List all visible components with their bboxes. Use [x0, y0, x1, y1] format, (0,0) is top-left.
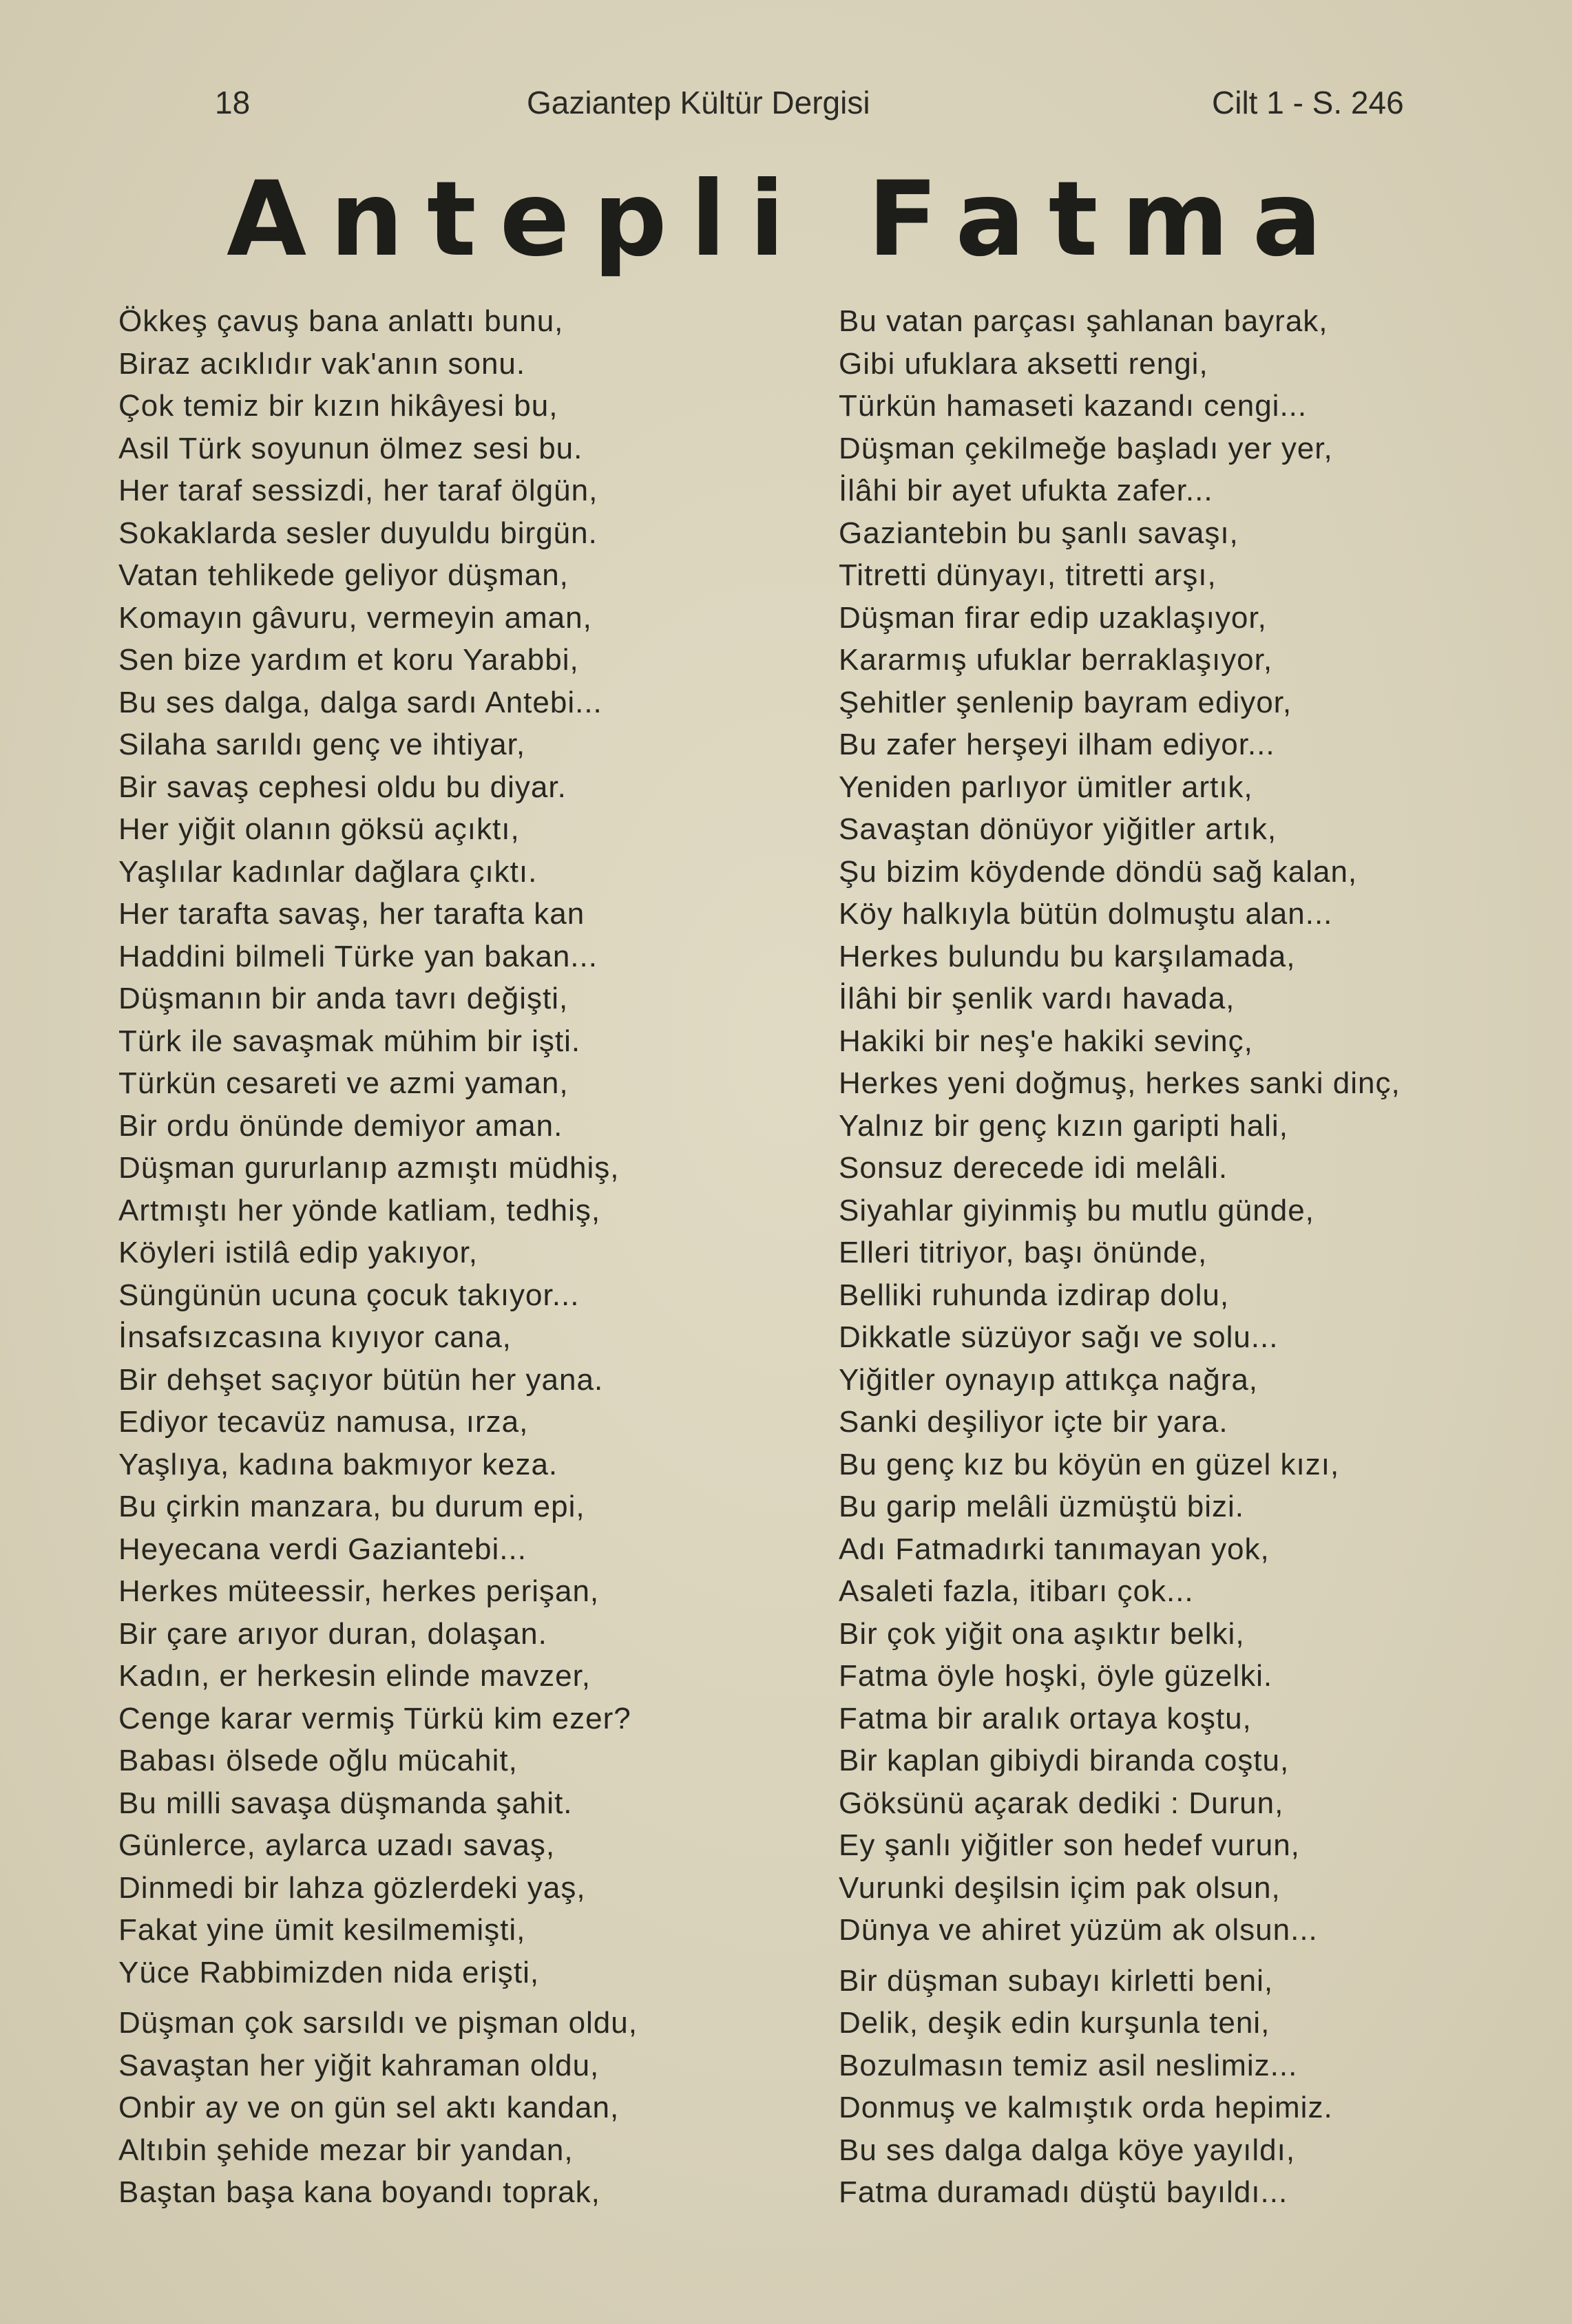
poem-line: Dikkatle süzüyor sağı ve solu...: [839, 1320, 1279, 1354]
poem-line: Bu ses dalga, dalga sardı Antebi...: [118, 685, 602, 719]
poem-line: Bir kaplan gibiydi biranda coştu,: [839, 1744, 1290, 1777]
poem-line: Herkes yeni doğmuş, herkes sanki dinç,: [839, 1066, 1401, 1100]
poem-line: Gaziantebin bu şanlı savaşı,: [839, 516, 1239, 550]
poem-line: Yeniden parlıyor ümitler artık,: [839, 770, 1253, 804]
poem-line: Herkes bulundu bu karşılamada,: [839, 939, 1296, 973]
poem-line: İlâhi bir ayet ufukta zafer...: [839, 474, 1213, 507]
poem-line: Bu çirkin manzara, bu durum epi,: [118, 1490, 585, 1523]
poem-line: Yaşlılar kadınlar dağlara çıktı.: [118, 854, 538, 889]
poem-line: Yiğitler oynayıp attıkça nağra,: [839, 1362, 1259, 1397]
poem-line: Türkün hamaseti kazandı cengi...: [839, 389, 1308, 423]
poem-line: Artmıştı her yönde katliam, tedhiş,: [118, 1193, 601, 1227]
poem-line: Delik, deşik edin kurşunla teni,: [839, 2006, 1270, 2040]
journal-name: Gaziantep Kültür Dergisi: [527, 85, 870, 120]
poem-line: Sokaklarda sesler duyuldu birgün.: [118, 516, 598, 550]
poem-line: Gibi ufuklara aksetti rengi,: [839, 346, 1208, 381]
poem-line: İlâhi bir şenlik vardı havada,: [839, 982, 1235, 1015]
poem-line: Sen bize yardım et koru Yarabbi,: [118, 643, 579, 677]
poem-line: Donmuş ve kalmıştık orda hepimiz.: [839, 2091, 1333, 2124]
poem-line: Şehitler şenlenip bayram ediyor,: [839, 685, 1292, 719]
poem-line: Fatma öyle hoşki, öyle güzelki.: [839, 1659, 1273, 1693]
poem-line: Bir çare arıyor duran, dolaşan.: [118, 1616, 547, 1651]
poem-line: Düşmanın bir anda tavrı değişti,: [118, 982, 569, 1015]
poem-line: Düşman gururlanıp azmıştı müdhiş,: [118, 1151, 620, 1185]
poem-line: Bozulmasın temiz asil neslimiz...: [839, 2048, 1298, 2082]
poem-line: Hakiki bir neş'e hakiki sevinç,: [839, 1024, 1253, 1058]
poem-line: Cenge karar vermiş Türkü kim ezer?: [118, 1701, 631, 1735]
poem-line: Bu ses dalga dalga köye yayıldı,: [839, 2133, 1296, 2167]
poem-line: Fatma duramadı düştü bayıldı...: [839, 2175, 1288, 2209]
poem-line: Herkes müteessir, herkes perişan,: [118, 1574, 600, 1608]
poem-line: Bir ordu önünde demiyor aman.: [118, 1108, 563, 1143]
poem-title: Antepli Fatma: [227, 160, 1345, 279]
poem-line: Yüce Rabbimizden nida erişti,: [118, 1955, 540, 1989]
poem-line: Baştan başa kana boyandı toprak,: [118, 2175, 600, 2209]
poem-line: Düşman çekilmeğe başladı yer yer,: [839, 431, 1333, 465]
poem-line: Savaştan her yiğit kahraman oldu,: [118, 2048, 600, 2082]
poem-line: Şu bizim köydende döndü sağ kalan,: [839, 854, 1358, 889]
poem-line: Türk ile savaşmak mühim bir işti.: [118, 1024, 581, 1058]
poem-line: Göksünü açarak dediki : Durun,: [839, 1786, 1284, 1820]
poem-line: Fatma bir aralık ortaya koştu,: [839, 1701, 1252, 1735]
poem-line: Asaleti fazla, itibarı çok...: [839, 1574, 1194, 1608]
poem-line: Düşman çok sarsıldı ve pişman oldu,: [118, 2006, 638, 2040]
poem-line: Babası ölsede oğlu mücahit,: [118, 1744, 518, 1777]
poem-line: Heyecana verdi Gaziantebi...: [118, 1532, 527, 1566]
poem-line: Bu zafer herşeyi ilham ediyor...: [839, 728, 1275, 761]
poem-line: İnsafsızcasına kıyıyor cana,: [118, 1320, 512, 1354]
poem-line: Vatan tehlikede geliyor düşman,: [118, 558, 569, 592]
poem-line: Bu vatan parçası şahlanan bayrak,: [839, 304, 1328, 338]
poem-line: Bir çok yiğit ona aşıktır belki,: [839, 1616, 1245, 1651]
poem-line: Her yiğit olanın göksü açıktı,: [118, 812, 520, 846]
page-number: 18: [215, 85, 251, 120]
poem-right-column: [839, 300, 1555, 2214]
poem-line: Yalnız bir genç kızın garipti hali,: [839, 1108, 1288, 1143]
poem-line: Çok temiz bir kızın hikâyesi bu,: [118, 389, 558, 423]
poem-line: Ey şanlı yiğitler son hedef vurun,: [839, 1828, 1300, 1862]
poem-line: Sanki deşiliyor içte bir yara.: [839, 1405, 1228, 1439]
poem-left-column: [118, 300, 738, 2214]
poem-line: Elleri titriyor, başı önünde,: [839, 1236, 1208, 1269]
poem-line: Ediyor tecavüz namusa, ırza,: [118, 1405, 529, 1439]
poem-line: Vurunki deşilsin içim pak olsun,: [839, 1870, 1281, 1905]
poem-line: Günlerce, aylarca uzadı savaş,: [118, 1828, 556, 1862]
poem-line: Her tarafta savaş, her tarafta kan: [118, 897, 585, 931]
poem-line: Adı Fatmadırki tanımayan yok,: [839, 1532, 1270, 1566]
poem-line: Kadın, er herkesin elinde mavzer,: [118, 1659, 591, 1693]
poem-line: Bu garip melâli üzmüştü bizi.: [839, 1490, 1245, 1523]
poem-line: Bir savaş cephesi oldu bu diyar.: [118, 770, 567, 804]
poem-line: Altıbin şehide mezar bir yandan,: [118, 2133, 574, 2167]
poem-line: Sonsuz derecede idi melâli.: [839, 1151, 1228, 1185]
poem-line: Fakat yine ümit kesilmemişti,: [118, 1913, 526, 1947]
poem-line: Siyahlar giyinmiş bu mutlu günde,: [839, 1193, 1314, 1227]
poem-line: Köy halkıyla bütün dolmuştu alan...: [839, 897, 1333, 931]
poem-line: Onbir ay ve on gün sel aktı kandan,: [118, 2091, 620, 2124]
poem-line: Biraz acıklıdır vak'anın sonu.: [118, 346, 526, 381]
poem-line: Ökkeş çavuş bana anlattı bunu,: [118, 304, 564, 338]
poem-line: Titretti dünyayı, titretti arşı,: [839, 558, 1217, 592]
poem-line: Yaşlıya, kadına bakmıyor keza.: [118, 1447, 558, 1481]
poem-line: Bir dehşet saçıyor bütün her yana.: [118, 1362, 604, 1397]
poem-line: Silaha sarıldı genç ve ihtiyar,: [118, 728, 526, 761]
poem-line: Haddini bilmeli Türke yan bakan...: [118, 939, 598, 973]
poem-line: Bir düşman subayı kirletti beni,: [839, 1963, 1274, 1998]
poem-line: Türkün cesareti ve azmi yaman,: [118, 1066, 569, 1100]
poem-line: Süngünün ucuna çocuk takıyor...: [118, 1278, 580, 1312]
poem-line: Asil Türk soyunun ölmez sesi bu.: [118, 431, 583, 465]
poem-line: Savaştan dönüyor yiğitler artık,: [839, 812, 1277, 846]
poem-line: Her taraf sessizdi, her taraf ölgün,: [118, 474, 598, 507]
poem-line: Kararmış ufuklar berraklaşıyor,: [839, 643, 1273, 677]
poem-line: Dinmedi bir lahza gözlerdeki yaş,: [118, 1870, 586, 1905]
poem-line: Düşman firar edip uzaklaşıyor,: [839, 600, 1267, 635]
poem-line: Dünya ve ahiret yüzüm ak olsun...: [839, 1913, 1318, 1947]
poem-line: Köyleri istilâ edip yakıyor,: [118, 1236, 478, 1269]
volume-issue: Cilt 1 - S. 246: [1212, 85, 1404, 120]
poem-line: Belliki ruhunda izdirap dolu,: [839, 1278, 1230, 1312]
poem-line: Bu genç kız bu köyün en güzel kızı,: [839, 1447, 1340, 1481]
poem-line: Komayın gâvuru, vermeyin aman,: [118, 600, 592, 635]
poem-line: Bu milli savaşa düşmanda şahit.: [118, 1786, 573, 1820]
page-header: [0, 84, 1572, 132]
